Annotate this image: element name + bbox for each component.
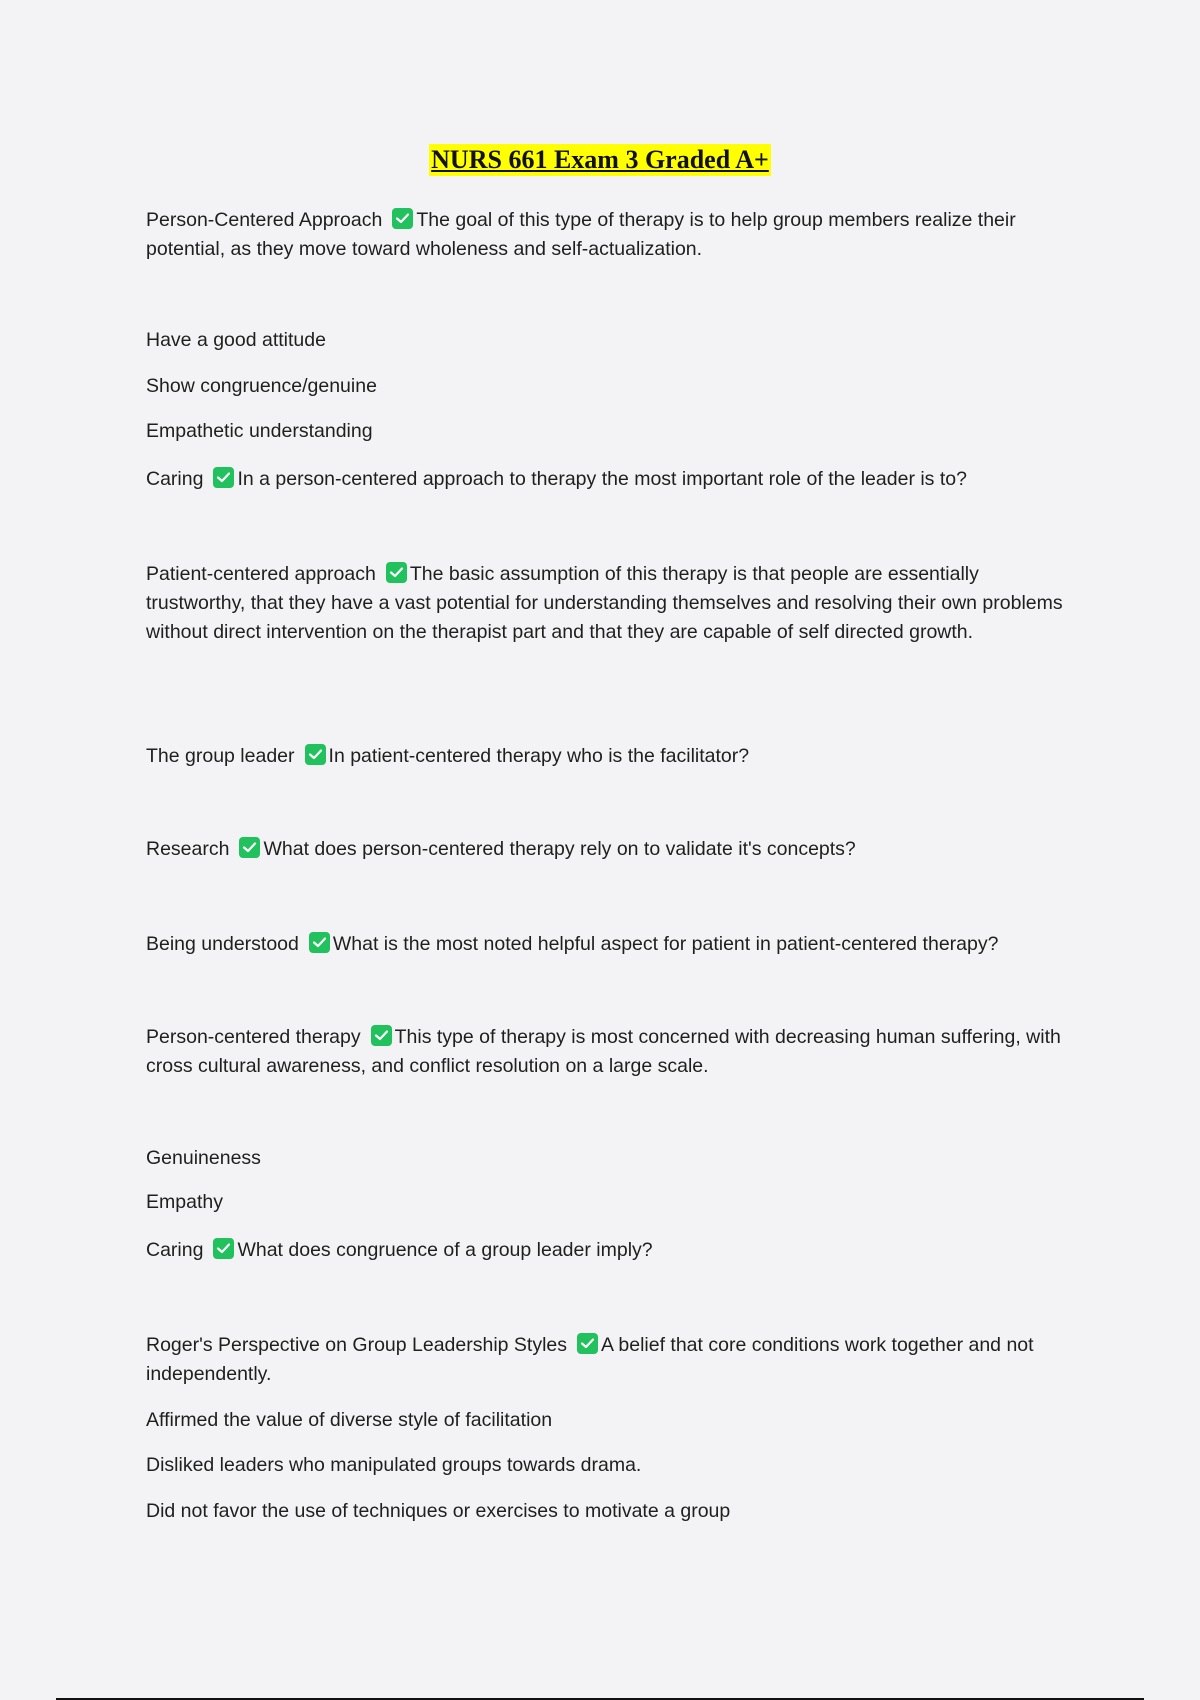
list-item	[146, 326, 1066, 355]
qa-entry	[146, 465, 1066, 494]
entry-term: Being understood	[146, 933, 299, 955]
list-item	[146, 417, 1066, 446]
entry-text: Empathetic understanding	[146, 420, 373, 442]
list-item	[146, 1144, 1066, 1173]
entry-term: Patient-centered approach	[146, 563, 376, 585]
checkmark-icon	[213, 1238, 234, 1259]
entry-term: The group leader	[146, 745, 295, 767]
checkmark-icon	[577, 1333, 598, 1354]
entry-text: Disliked leaders who manipulated groups towards drama.	[146, 1454, 642, 1476]
checkmark-icon	[386, 562, 407, 583]
entry-text: Empathy	[146, 1191, 223, 1213]
list-item	[146, 1188, 1066, 1217]
entry-answer: What does congruence of a group leader imply?	[237, 1239, 653, 1261]
entry-term: Person-centered therapy	[146, 1026, 361, 1048]
list-item	[146, 1451, 1066, 1480]
qa-entry	[146, 560, 1066, 647]
entry-answer: The goal of this type of therapy is to help group members realize their potential, as they move toward wholeness and self-actualization.	[146, 209, 1016, 260]
entry-answer: What does person-centered therapy rely on to validate it's concepts?	[263, 838, 856, 860]
entry-answer: In patient-centered therapy who is the facilitator?	[328, 745, 750, 767]
list-item	[146, 372, 1066, 401]
qa-entry	[146, 1023, 1066, 1081]
qa-entry	[146, 835, 1066, 864]
entry-term: Person-Centered Approach	[146, 209, 383, 231]
entry-text: Show congruence/genuine	[146, 375, 377, 397]
entry-term: Roger's Perspective on Group Leadership Styles	[146, 1334, 568, 1356]
entry-text: Have a good attitude	[146, 329, 326, 351]
checkmark-icon	[371, 1025, 392, 1046]
entry-answer: What is the most noted helpful aspect for patient in patient-centered therapy?	[332, 933, 999, 955]
document-title: NURS 661 Exam 3 Graded A+	[431, 145, 769, 174]
checkmark-icon	[309, 932, 330, 953]
qa-entry	[146, 930, 1066, 959]
entry-term: Caring	[146, 1239, 204, 1261]
entry-term: Research	[146, 838, 230, 860]
entry-text: Affirmed the value of diverse style of facilitation	[146, 1409, 553, 1431]
checkmark-icon	[213, 467, 234, 488]
entry-answer: The basic assumption of this therapy is that people are essentially trustworthy, that they have a vast potential for understanding themselves and resolving their own problems without direct intervention on the therapist part and that they are capable of self directed growth.	[146, 563, 1063, 643]
qa-entry	[146, 1331, 1066, 1389]
entry-answer: A belief that core conditions work together and not independently.	[146, 1334, 1034, 1385]
entry-text: Genuineness	[146, 1147, 261, 1169]
entry-text: Did not favor the use of techniques or exercises to motivate a group	[146, 1500, 731, 1522]
checkmark-icon	[305, 744, 326, 765]
qa-entry	[146, 1236, 1066, 1265]
checkmark-icon	[392, 208, 413, 229]
entry-answer: This type of therapy is most concerned with decreasing human suffering, with cross cultural awareness, and conflict resolution on a large scale.	[146, 1026, 1061, 1077]
checkmark-icon	[239, 837, 260, 858]
entry-answer: In a person-centered approach to therapy the most important role of the leader is to?	[237, 468, 967, 490]
entry-term: Caring	[146, 468, 204, 490]
qa-entry	[146, 206, 1066, 264]
list-item	[146, 1497, 1066, 1526]
qa-entry	[146, 742, 1066, 771]
list-item	[146, 1406, 1066, 1435]
title-wrap	[0, 144, 1200, 176]
